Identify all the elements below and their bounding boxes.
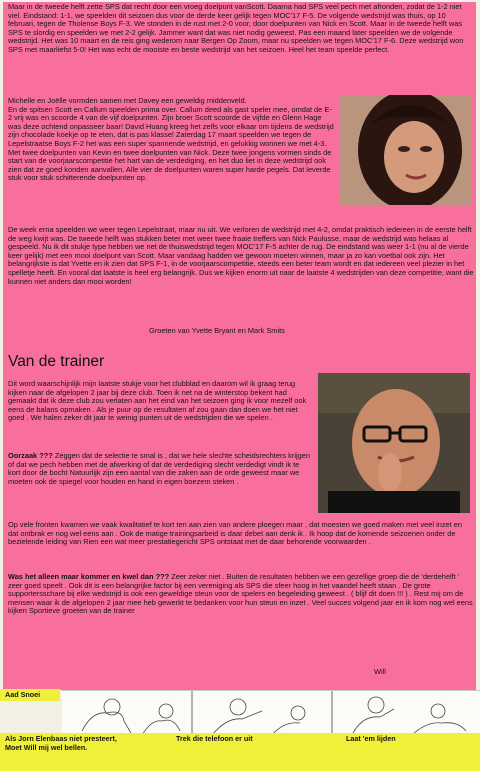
comic-caption-left: Als Jorn Elenbaas niet presteert, Moet Will mij wel bellen.	[5, 734, 117, 752]
comic-author: Aad Snoei	[5, 690, 41, 699]
photo-woman	[340, 95, 472, 205]
article-signoff: Groeten van Yvette Bryant en Mark Smits	[149, 326, 285, 335]
trainer-paragraph-4-lead: Was het alleen maar kommer en kwel dan ???	[8, 572, 170, 581]
trainer-paragraph-2-lead: Oorzaak ???	[8, 451, 53, 460]
comic-strip	[62, 690, 480, 735]
comic-drawings	[62, 691, 480, 735]
trainer-paragraph-2	[8, 452, 312, 486]
article-paragraph-2: Michelle en Joëlle vormden samen met Davey een geweldig middenveld. En de spitsen Scott en Callum speelden prima over. Callum deed als gast speler mee, omdat de E-2 vrij was en scoorde 4 van de vijf doelpunten. Zijn broer Scott scoorde de vijfde en Glenn Hage was deze ochtend onpasseer baar! David Huang kreeg het zelfs voor elkaar om tijdens de wedstrijd zijn chocolade koekje op te eten, dat is pas klasse! Zaterdag 17 maart speelden we tegen de Lepelstraatse Boys F-2 het was een super spannende wedstrijd, en gelukkig wonnen we met 4-3. Met twee doelpunten van Kevin en twee doelpunten van Nick. Deze twee jongens vormen sinds de start van de voorjaarscompetitie het hart van de verdediging, en het duo liet in deze wedstrijd ook zien dat ze goed konden aanvallen. Alle vier de doelpunten waren super harde pegels. Dat leverde stuk voor stuk schitterende doelpunten op.	[8, 96, 334, 183]
article-paragraph-1: Maar in de tweede helft zette SPS dat recht door een vroeg doelpunt vanScott. Daarna had SPS veel pech met afronden, zodat de 1-2 niet viel. Eindstand: 1-1, we speelden dit seizoen dus voor de derde keer gelijk tegen MOC'17 F-5. De volgende wedstrijd was thuis, op 10 februari, tegen de Tholense Boys F-3. We stonden in de rust met 2-0 voor, door doelpunten van Nick en Scott. Maar in de tweede helft was SPS te slordig en speelden we met 2-2 gelijk. Jammer want dat was niet nodig geweest. Pas een maand later speelden we de volgende wedstrijd. Het was 10 maart en de reis ging wederom naar Bergen Op Zoom, maar nu speelden we tegen MOC'17 F-6. Deze wedstrijd won SPS met maarliefst 5-0! Het was echt de mooiste en beste wedstrijd van het seizoen. Heel het team speelde perfect.	[8, 2, 464, 54]
photo-trainer	[318, 373, 470, 513]
comic-caption-right: Laat 'em lijden	[346, 734, 396, 743]
trainer-paragraph-4	[8, 573, 474, 616]
trainer-paragraph-4-body: Zeer zeker niet . Buiten de resultaten hebben we een gezellige groep die de 'derdehelft ' zeer goed speelt . Ook dit is een belangrijke factor bij een vereniging als SPS die sfeer hoog in het vaandel heeft staan . De grote supportersschare bij elke wedstrijd is ook een geweldige steun voor de spelers en begeleiding geweest . ( blijf dit doen !!! ) . Rest mij om de mensen waar ik de afgelopen 2 jaar mee heb gewerkt te bedanken voor hun steun en inzet . Veel succes volgend jaar en ik kom nog wel eens kijken Sportieve groeten van de trainer	[8, 572, 473, 616]
section-heading-trainer: Van de trainer	[8, 353, 105, 370]
comic-caption-middle: Trek die telefoon er uit	[176, 734, 253, 743]
trainer-paragraph-3: Op vele fronten kwamen we vaak kwalitatief te kort ten aan zien van andere ploegen maar , dat moesten we goed maken met veel inzet en dat ontbrak er nog wel eens aan . Ook de matige trainingsarbeid is daar debet aan denk ik . Ik hoop dat de komende seizoenen onder de bezielende leiding van Rien een wat meer prestatiegericht SPS ontstaat met de daar behorende voorwaarden .	[8, 520, 462, 547]
photo-trainer-image	[318, 373, 470, 513]
trainer-paragraph-1: Dit word waarschijnlijk mijn laatste stukje voor het clubblad en daarom wil ik graag terug kijken naar de afgelopen 2 jaar bij deze club. Toen ik net na de winterstop bekent had gemaakt dat ik deze club zou verlaten aan het eind van het seizoen ging ik voor mezelf ook eens de balans opmaken . Als je puur op de resultaten af zou gaan dan doen we het niet goed . We halen zeker dit jaar te weinig punten uit de wedstrijden die we spelen .	[8, 379, 307, 423]
photo-woman-image	[340, 95, 472, 205]
article-paragraph-3: De week erna speelden we weer tegen Lepelstraat, maar nu uit. We verloren de wedstrijd met 4-2, omdat praktisch iedereen in de eerste helft de weg kwijt was. De tweede helft was stukken beter met weer twee fraaie treffers van Nick Paulusse, maar de wedstrijd was helaas al gespeeld. Nu ik dit stukje type hebben we net de thuiswedstrijd tegen MOC'17 F-5 achter de rug. De eindstand was weer 1-1 (nu al de vierde keer gelijk) met een mooi doelpunt van Scott. Maar vandaag hadden we gewoon moeten winnen, maar ja zo kan voetbal ook zijn. Het belangrijkste is dat Yvette en ik zien dat SPS F-1, in de voorjaarscompetitie, steeds een beter team wordt en dat iedereen veel plezier in het spelletje heeft. En vooral dat laatste is heel erg belangrijk. Dus we kijken enorm uit naar de laatste 4 wedstrijden van deze competitie, want die kunnen niet anders dan mooi worden!	[8, 225, 474, 286]
trainer-signature: Will	[374, 667, 386, 676]
trainer-paragraph-2-body: Zeggen dat de selectie te smal is , dat we hele slechte scheidsrechters krijgen of dat we pech hebben met de afwerking of dat de verdediging slecht verdedigt vindt ik te kort door de bocht Natuurlijk zijn een aantal van die zaken aan de orde geweest maar we moeten ook de spiegel voor houden en hand in eigen boezem steken .	[8, 451, 310, 486]
